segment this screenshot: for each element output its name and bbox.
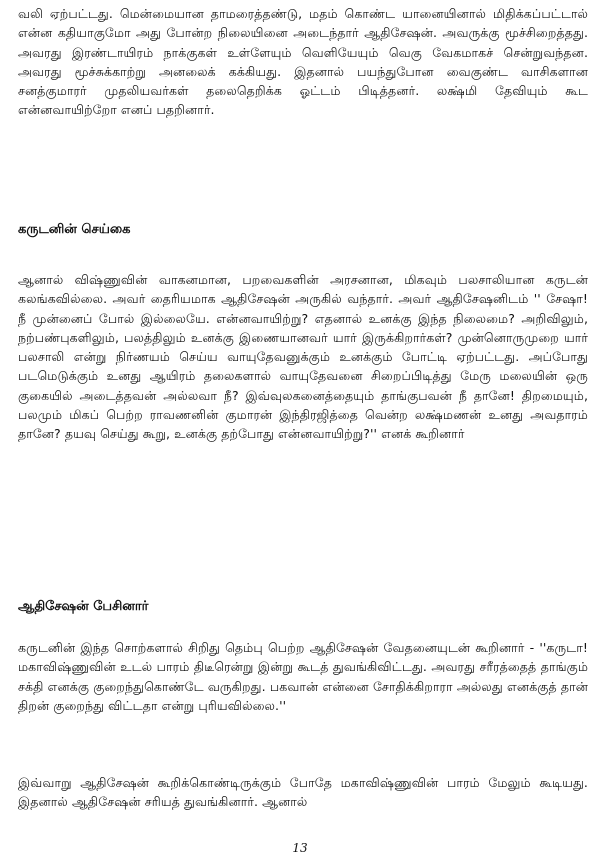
section-heading-garuda-action: கருடனின் செய்கை xyxy=(18,222,131,237)
paragraph-garuda-speech: ஆனால் விஷ்ணுவின் வாகனமான, பறவைகளின் அரசனான, மிகவும் பலசாலியான கருடன் கலங்கவில்லை. அவர் தைரியமாக ஆதிசேஷன் அருகில் வந்தார். அவர் ஆதிசேஷனிடம் '' சேஷா! நீ முன்னைப் போல் இல்லையே. என்னவாயிற்று? எதனால் உனக்கு இந்த நிலைமை? அறிவிலும், நற்பண்புகளிலும், பலத்திலும் உனக்கு இணையானவர் யார் இருக்கிறார்கள்? முன்னொருமுறை யார் பலசாலி என்று நிர்ணயம் செய்ய வாயுதேவனுக்கும் உனக்கும் போட்டி ஏற்பட்டது. அப்போது படமெடுக்கும் உனது ஆயிரம் தலைகளால் வாயுதேவனை சிறைப்பிடித்து மேரு மலையின் ஒரு குகையில் அடைத்தவன் அல்லவா நீ? இவ்வுலகனைத்தையும் தாங்குபவன் நீ தானே! திறமையும், பலமும் மிகப் பெற்ற ராவணனின் குமாரன் இந்திரஜித்தை வென்ற லக்ஷ்மணன் உனது அவதாரம் தானே? தயவு செய்து கூறு, உனக்கு தற்போது என்னவாயிற்று?'' எனக் கூறினார் xyxy=(18,272,588,442)
paragraph-adisesha-distress: வலி ஏற்பட்டது. மென்மையான தாமரைத்தண்டு, மதம் கொண்ட யானையினால் மிதிக்கப்பட்டால் என்ன கதியாகுமோ அது போன்ற நிலையினை அடைந்தார் ஆதிசேஷன். அவருக்கு மூச்சிறைத்தது. அவரது இரண்டாயிரம் நாக்குகள் உள்ளேயும் வெளியேயும் வெகு வேகமாகச் சென்றுவந்தன. அவரது மூச்சுக்காற்று அனலைக் கக்கியது. இதனால் பயந்துபோன வைகுண்ட வாசிகளான சனத்குமாரர் முதலியவர்கள் தலைதெறிக்க ஓட்டம் பிடித்தனர். லக்ஷ்மி தேவியும் கூட என்னவாயிற்றோ எனப் பதறினார். xyxy=(18,6,588,118)
section-heading-adisesha-speaks: ஆதிசேஷன் பேசினார் xyxy=(18,599,149,614)
page-number: 13 xyxy=(292,841,308,855)
paragraph-vishnu-weight: இவ்வாறு ஆதிசேஷன் கூறிக்கொண்டிருக்கும் போதே மகாவிஷ்ணுவின் பாரம் மேலும் கூடியது. இதனால் ஆதிசேஷன் சரியத் துவங்கினார். ஆனால் xyxy=(18,775,588,810)
paragraph-adisesha-reply: கருடனின் இந்த சொற்களால் சிறிது தெம்பு பெற்ற ஆதிசேஷன் வேதனையுடன் கூறினார் - ''கருடா! மகாவிஷ்ணுவின் உடல் பாரம் திடீரென்று இன்று கூடத் துவங்கிவிட்டது. அவரது சரீரத்தைத் தாங்கும் சக்தி எனக்கு குறைந்துகொண்டே வருகிறது. பகவான் என்னை சோதிக்கிறாரா அல்லது எனக்குத் தான் திறன் குறைந்து விட்டதா என்று புரியவில்லை.'' xyxy=(18,640,588,713)
